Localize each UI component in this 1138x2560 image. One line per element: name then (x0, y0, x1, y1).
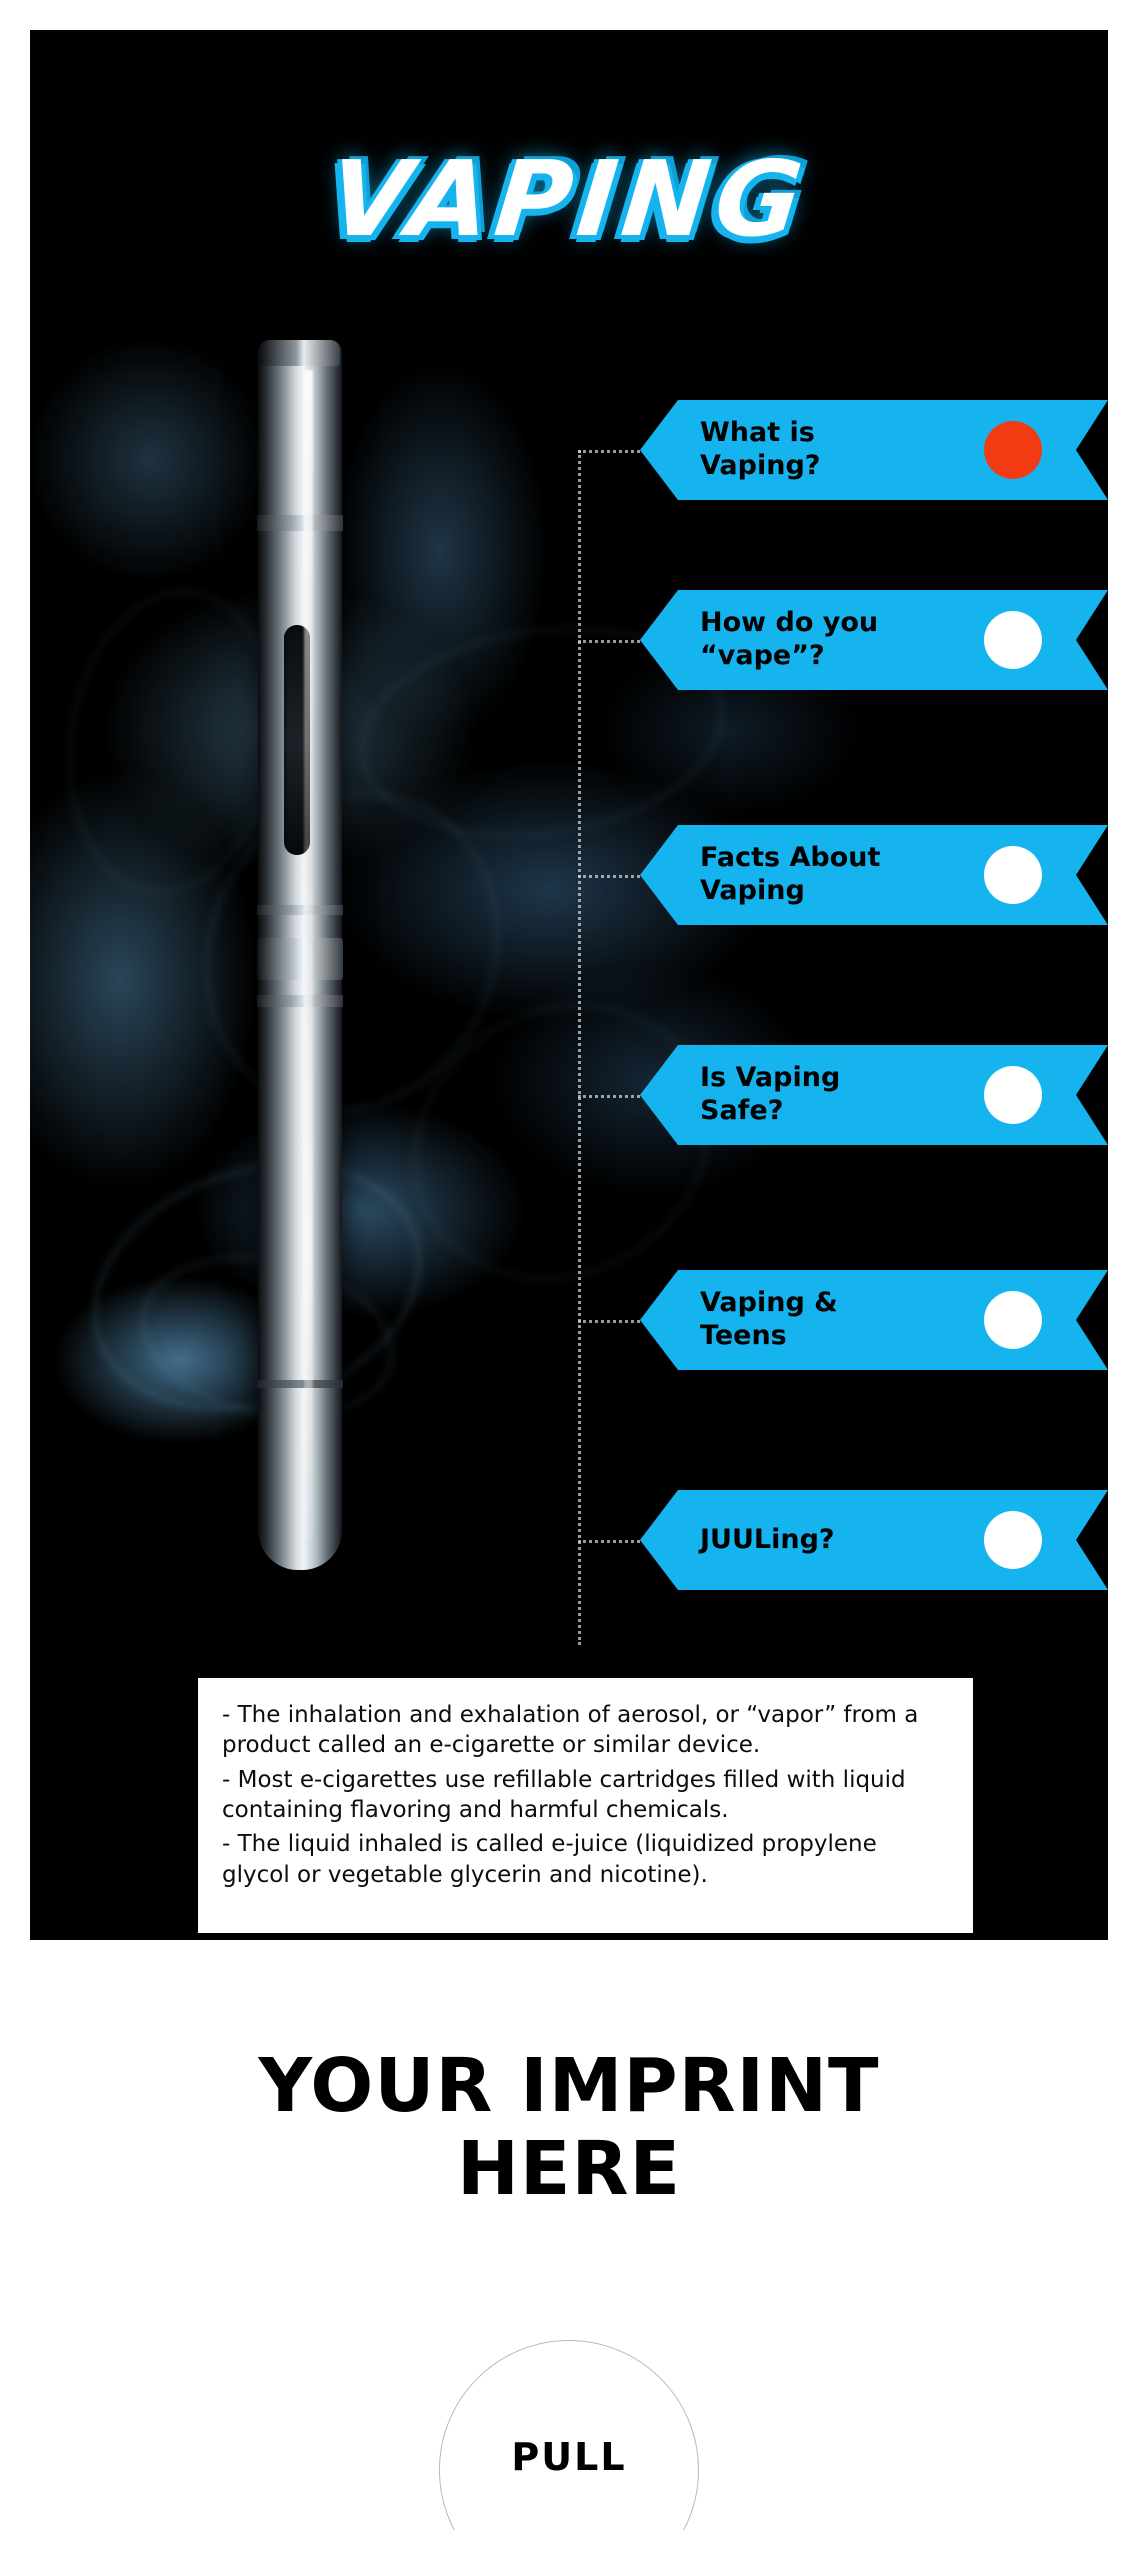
tab-facts-about-vaping[interactable] (678, 825, 1108, 925)
vape-pen-ring (257, 1380, 343, 1388)
tab-label: What is Vaping? (700, 417, 821, 481)
tab-is-vaping-safe[interactable] (678, 1045, 1108, 1145)
tab-what-is-vaping[interactable] (678, 400, 1108, 500)
info-line: - The liquid inhaled is called e-juice (liquidized propylene glycol or vegetable glycerin and nicotine). (222, 1831, 877, 1888)
vape-pen-highlight (304, 370, 313, 1540)
tab-bullet-icon[interactable] (984, 846, 1042, 904)
tab-label: How do you “vape”? (700, 607, 879, 671)
smoke-photo-background (30, 30, 1108, 1940)
tab-bullet-icon[interactable] (984, 1291, 1042, 1349)
tab-how-do-you-vape[interactable] (678, 590, 1108, 690)
tab-juuling[interactable] (678, 1490, 1108, 1590)
tab-label: Vaping & Teens (700, 1287, 838, 1351)
info-panel (198, 1678, 973, 1933)
poster-artwork (30, 30, 1108, 2530)
tab-label: Is Vaping Safe? (700, 1062, 841, 1126)
imprint-panel (30, 1940, 1108, 2530)
vape-pen-tip (260, 340, 340, 366)
tab-label: JUULing? (700, 1523, 835, 1555)
tab-bullet-icon[interactable] (984, 1511, 1042, 1569)
tab-label: Facts About Vaping (700, 842, 881, 906)
tab-bullet-icon[interactable] (984, 611, 1042, 669)
vape-pen-image (258, 340, 342, 1570)
page-title: VAPING (323, 138, 815, 260)
pull-label: PULL (511, 2435, 627, 2479)
vape-pen-collar (257, 938, 343, 980)
info-line: - Most e-cigarettes use refillable cartridges filled with liquid containing flavoring and harmful chemicals. (222, 1766, 906, 1824)
imprint-line-1: YOUR IMPRINT (258, 2043, 880, 2129)
vape-pen-ring (257, 905, 343, 915)
tab-vaping-and-teens[interactable] (678, 1270, 1108, 1370)
imprint-line-2: HERE (456, 2125, 681, 2212)
vape-pen-ring (257, 515, 343, 531)
tab-bullet-icon[interactable] (984, 421, 1042, 479)
tab-bullet-icon[interactable] (984, 1066, 1042, 1124)
connector-line (578, 450, 583, 1645)
info-line: - The inhalation and exhalation of aerosol, or “vapor” from a product called an e-cigarette or similar device. (222, 1702, 919, 1759)
imprint-text (30, 2045, 1108, 2211)
poster-title-area (30, 138, 1108, 260)
vape-pen-ring (257, 995, 343, 1007)
